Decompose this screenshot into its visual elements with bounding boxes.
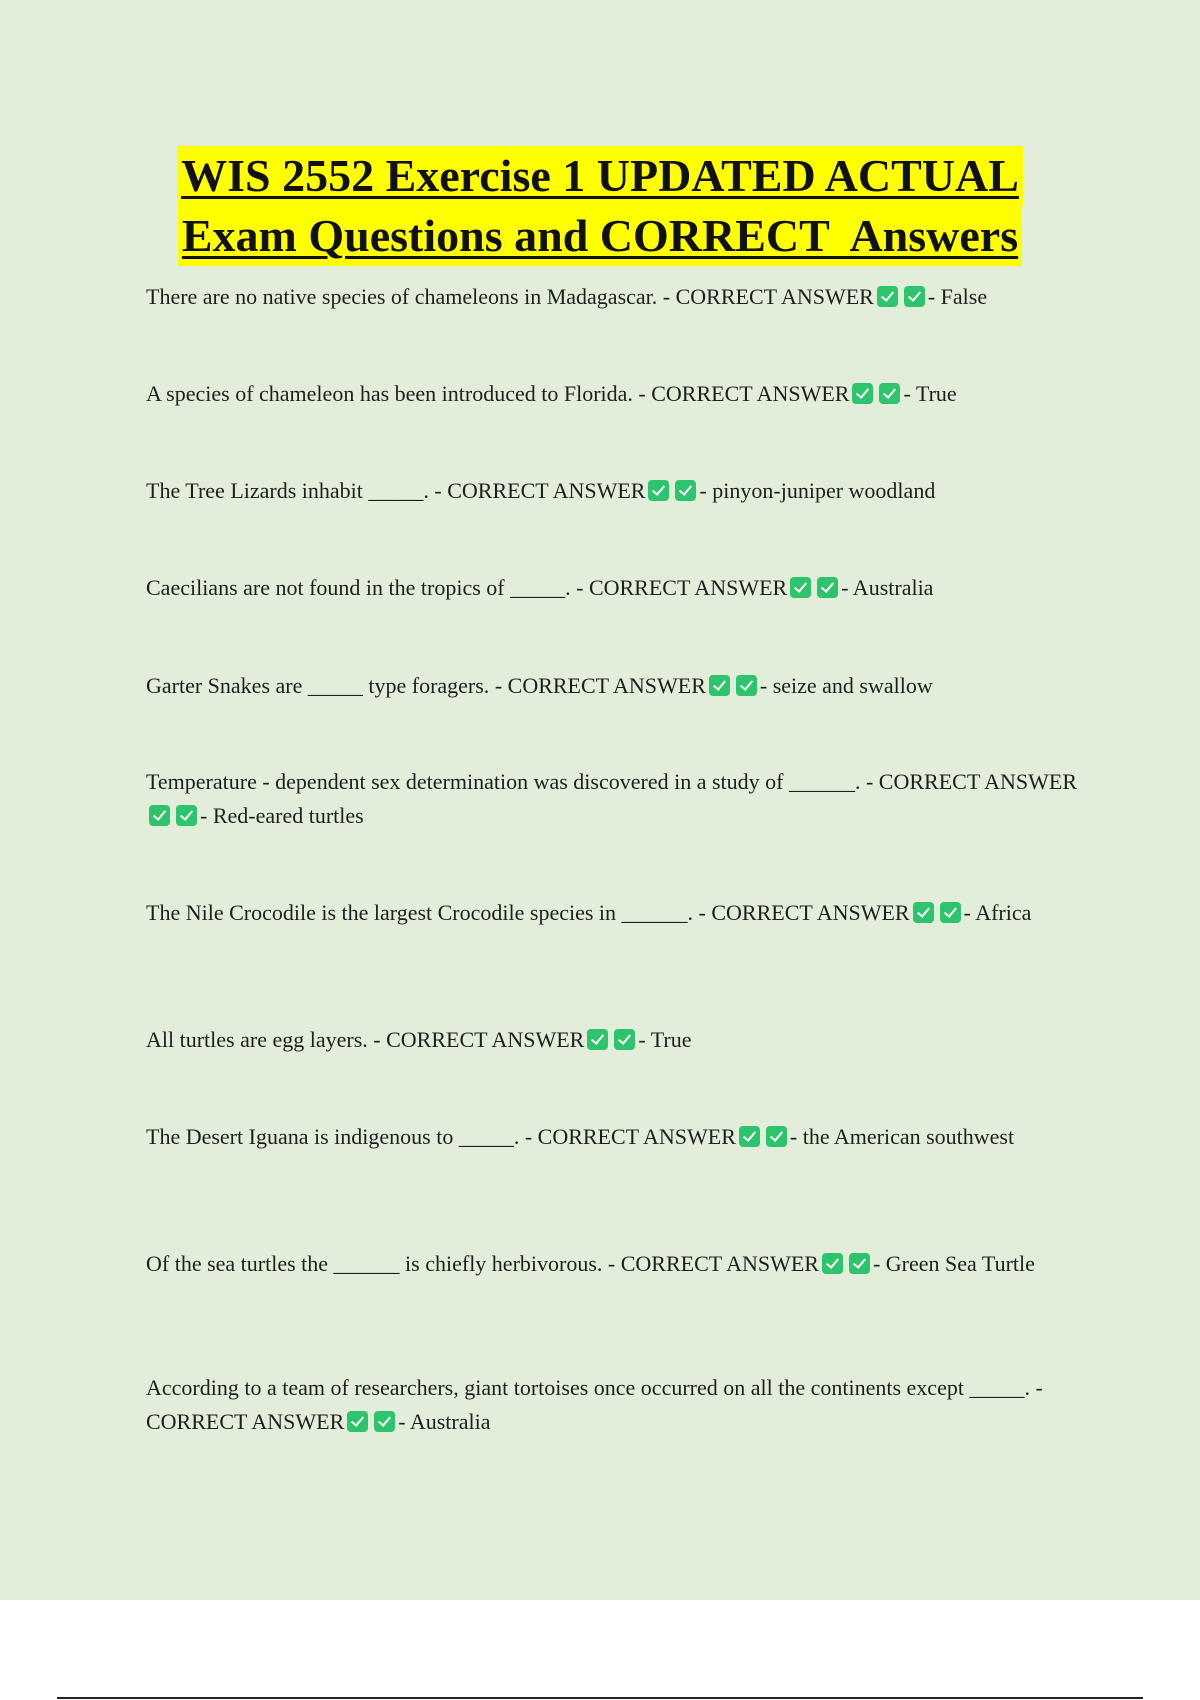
checkmark-icon bbox=[822, 1253, 843, 1274]
answer-text: - the American southwest bbox=[789, 1124, 1015, 1149]
correct-answer-marker: - CORRECT ANSWER bbox=[865, 769, 1078, 794]
qa-item-6 bbox=[146, 765, 1086, 833]
correct-answer-marker: - CORRECT ANSWER bbox=[494, 673, 706, 698]
question-text: The Nile Crocodile is the largest Crocodile species in ______. bbox=[146, 900, 694, 925]
question-text: The Tree Lizards inhabit _____. bbox=[146, 478, 429, 503]
qa-item-9 bbox=[146, 1122, 1086, 1152]
checkmark-icon bbox=[852, 383, 873, 404]
checkmark-icon bbox=[347, 1411, 368, 1432]
correct-answer-marker: - CORRECT ANSWER bbox=[638, 381, 850, 406]
answer-text: - Green Sea Turtle bbox=[872, 1251, 1035, 1276]
correct-answer-marker: - CORRECT ANSWER bbox=[524, 1124, 736, 1149]
checkmark-icon bbox=[374, 1411, 395, 1432]
answer-text: - seize and swallow bbox=[759, 673, 933, 698]
checkmark-icon bbox=[739, 1126, 760, 1147]
correct-answer-marker: - CORRECT ANSWER bbox=[146, 1375, 1043, 1434]
qa-item-1 bbox=[146, 280, 1086, 314]
question-text: Caecilians are not found in the tropics of _____. bbox=[146, 575, 571, 600]
question-text: Garter Snakes are _____ type foragers. bbox=[146, 673, 490, 698]
question-text: There are no native species of chameleons in Madagascar. bbox=[146, 284, 658, 309]
qa-item-3 bbox=[146, 474, 1086, 508]
qa-item-5 bbox=[146, 669, 1086, 703]
question-text: A species of chameleon has been introduced to Florida. bbox=[146, 381, 633, 406]
checkmark-icon bbox=[675, 480, 696, 501]
qa-item-7 bbox=[146, 898, 1086, 928]
checkmark-icon bbox=[648, 480, 669, 501]
answer-text: - Australia bbox=[398, 1409, 491, 1434]
answer-text: - True bbox=[638, 1027, 692, 1052]
checkmark-icon bbox=[849, 1253, 870, 1274]
correct-answer-marker: - CORRECT ANSWER bbox=[698, 900, 910, 925]
checkmark-icon bbox=[149, 805, 170, 826]
checkmark-icon bbox=[817, 577, 838, 598]
checkmark-icon bbox=[790, 577, 811, 598]
checkmark-icon bbox=[877, 286, 898, 307]
correct-answer-marker: - CORRECT ANSWER bbox=[662, 284, 874, 309]
answer-text: - True bbox=[903, 381, 957, 406]
correct-answer-marker: - CORRECT ANSWER bbox=[576, 575, 788, 600]
document-title bbox=[0, 146, 1200, 266]
qa-item-10 bbox=[146, 1249, 1086, 1279]
qa-item-2 bbox=[146, 377, 1086, 411]
checkmark-icon bbox=[940, 902, 961, 923]
answer-text: - Australia bbox=[841, 575, 934, 600]
checkmark-icon bbox=[709, 675, 730, 696]
title-line-1: WIS 2552 Exercise 1 UPDATED ACTUAL bbox=[177, 146, 1023, 206]
question-text: All turtles are egg layers. bbox=[146, 1027, 368, 1052]
checkmark-icon bbox=[904, 286, 925, 307]
checkmark-icon bbox=[587, 1029, 608, 1050]
footer-divider bbox=[57, 1697, 1143, 1699]
checkmark-icon bbox=[766, 1126, 787, 1147]
checkmark-icon bbox=[176, 805, 197, 826]
correct-answer-marker: - CORRECT ANSWER bbox=[373, 1027, 585, 1052]
checkmark-icon bbox=[913, 902, 934, 923]
checkmark-icon bbox=[614, 1029, 635, 1050]
question-text: The Desert Iguana is indigenous to _____. bbox=[146, 1124, 520, 1149]
answer-text: - pinyon-juniper woodland bbox=[699, 478, 936, 503]
qa-item-11 bbox=[146, 1371, 1086, 1439]
checkmark-icon bbox=[879, 383, 900, 404]
answer-text: - Africa bbox=[963, 900, 1032, 925]
question-text: According to a team of researchers, giant tortoises once occurred on all the continents except _____. bbox=[146, 1375, 1030, 1400]
correct-answer-marker: - CORRECT ANSWER bbox=[434, 478, 646, 503]
answer-text: - Red-eared turtles bbox=[200, 803, 364, 828]
title-line-2: Exam Questions and CORRECT Answers bbox=[178, 206, 1022, 266]
checkmark-icon bbox=[736, 675, 757, 696]
answer-text: - False bbox=[927, 284, 988, 309]
question-text: Temperature - dependent sex determination was discovered in a study of ______. bbox=[146, 769, 861, 794]
qa-item-4 bbox=[146, 571, 1086, 605]
qa-item-8 bbox=[146, 1023, 1086, 1057]
question-text: Of the sea turtles the ______ is chiefly herbivorous. bbox=[146, 1251, 603, 1276]
correct-answer-marker: - CORRECT ANSWER bbox=[607, 1251, 819, 1276]
